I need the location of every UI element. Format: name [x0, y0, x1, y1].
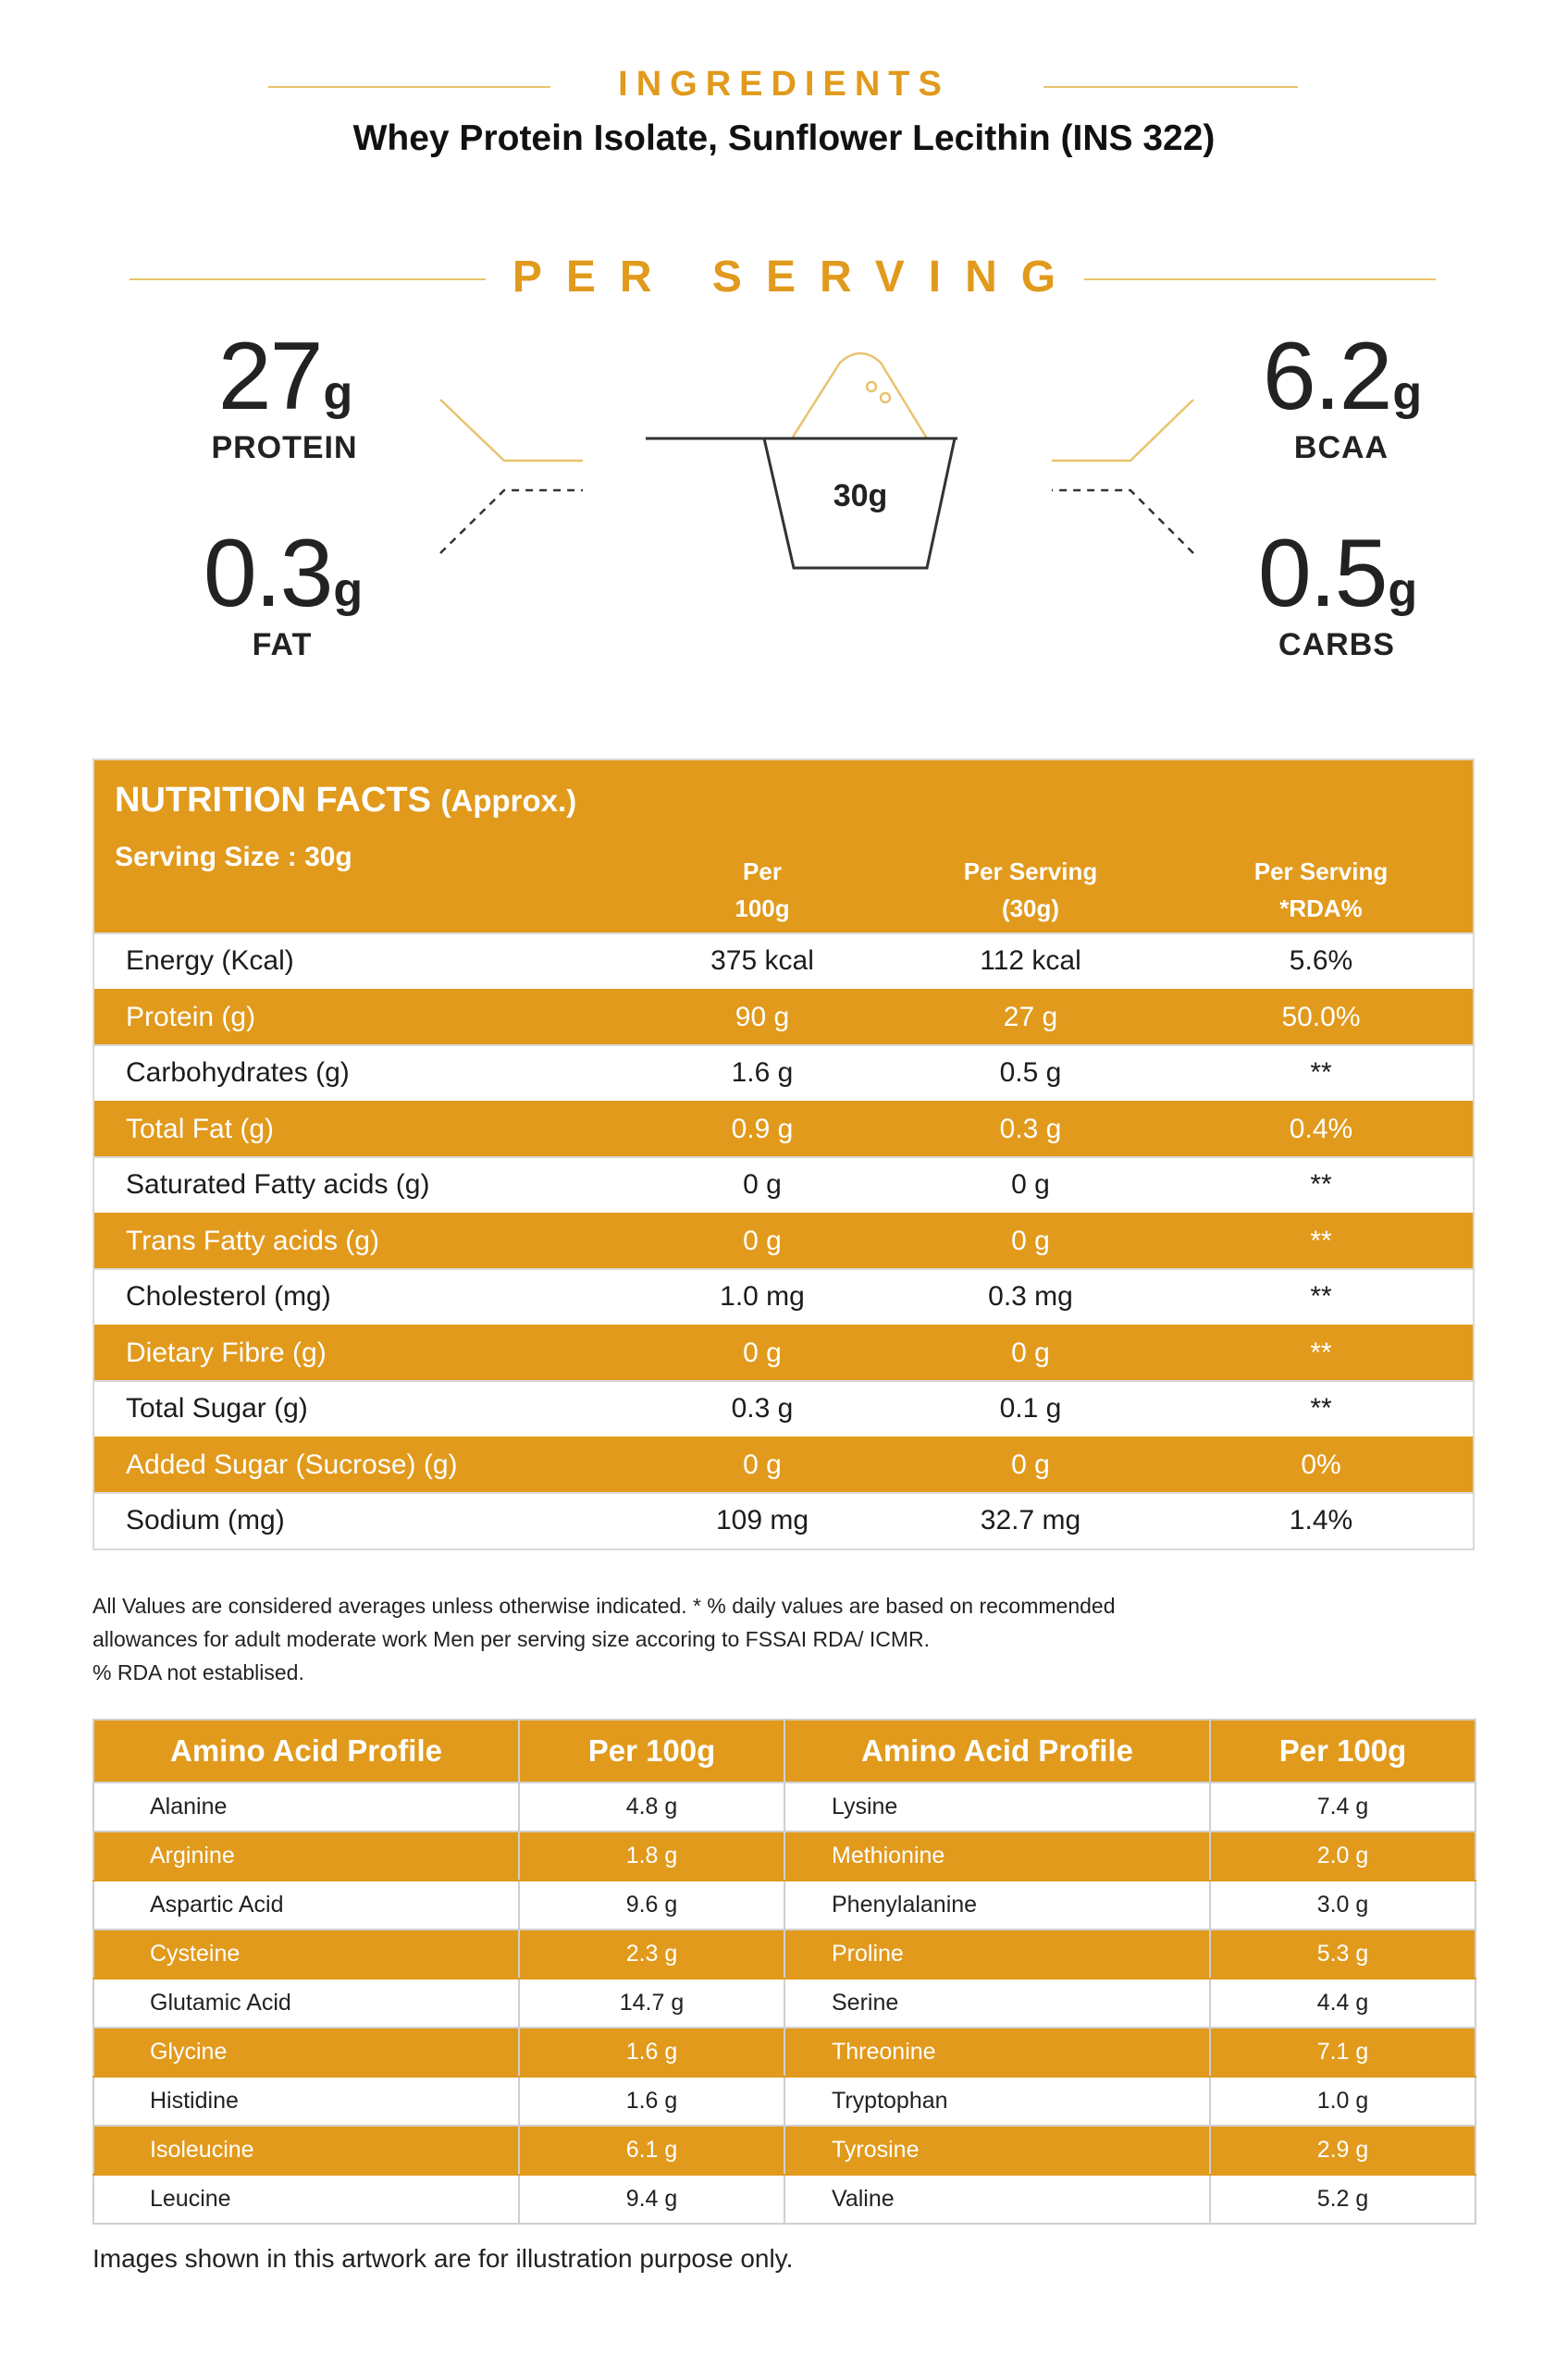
amino-value: 4.8 g [519, 1782, 784, 1832]
amino-name: Lysine [784, 1782, 1210, 1832]
nutrition-footnote: All Values are considered averages unless otherwise indicated. * % daily values are based on recommended allowances for adult moderate work Men per serving size accoring to FSSAI RDA/ ICMR. % RDA not establised. [93, 1594, 1116, 1684]
value-per-serving: 0 g [1011, 1449, 1050, 1480]
nutrition-row [94, 1156, 1473, 1213]
value-per-100g: 0 g [743, 1337, 782, 1368]
amino-name: Proline [784, 1930, 1210, 1979]
nutrition-row [94, 989, 1473, 1045]
connector-carbs [1052, 490, 1193, 553]
value-per-serving: 0 g [1011, 1169, 1050, 1201]
macro-protein-value: 27g [217, 323, 352, 430]
header-per-serving: Per Serving (30g) [963, 857, 1098, 922]
value-rda: ** [1310, 1393, 1332, 1424]
amino-name: Alanine [93, 1782, 519, 1832]
nutrition-row [94, 1380, 1473, 1437]
amino-row [93, 1930, 1475, 1979]
amino-header-name: Amino Acid Profile [93, 1720, 519, 1782]
amino-value: 1.6 g [519, 2028, 784, 2077]
connector-protein [440, 400, 583, 461]
nutrient-name: Energy (Kcal) [126, 945, 294, 977]
amino-name: Histidine [93, 2077, 519, 2126]
amino-header-row [93, 1720, 1475, 1782]
value-per-100g: 109 mg [715, 1505, 809, 1536]
value-per-100g: 375 kcal [710, 945, 814, 977]
nutrition-row [94, 1492, 1473, 1548]
amino-value: 1.0 g [1210, 2077, 1475, 2126]
amino-name: Methionine [784, 1832, 1210, 1881]
powder-bubble-icon [867, 382, 876, 391]
amino-row [93, 1782, 1475, 1832]
amino-name: Glutamic Acid [93, 1979, 519, 2028]
amino-value: 9.6 g [519, 1881, 784, 1930]
amino-value: 14.7 g [519, 1979, 784, 2028]
nutrition-row [94, 932, 1473, 989]
nutrient-name: Trans Fatty acids (g) [126, 1225, 379, 1256]
amino-name: Leucine [93, 2175, 519, 2224]
ingredients-title: INGREDIENTS [618, 65, 950, 104]
powder-bubble-icon [881, 393, 890, 402]
nutrition-title: NUTRITION FACTS (Approx.) [115, 781, 577, 820]
nutrient-name: Added Sugar (Sucrose) (g) [126, 1449, 458, 1480]
value-per-serving: 0.3 g [999, 1113, 1062, 1144]
value-per-serving: 27 g [1003, 1001, 1058, 1032]
nutrition-body [94, 932, 1473, 1548]
amino-acid-table [93, 1719, 1476, 2225]
value-per-100g: 0.3 g [731, 1393, 794, 1424]
amino-value: 7.1 g [1210, 2028, 1475, 2077]
macro-bcaa-value: 6.2g [1262, 323, 1421, 430]
serving-size: Serving Size : 30g [115, 842, 352, 872]
value-rda: 5.6% [1289, 945, 1353, 977]
amino-value: 5.3 g [1210, 1930, 1475, 1979]
value-rda: ** [1310, 1169, 1332, 1201]
amino-row [93, 1881, 1475, 1930]
value-per-serving: 0.1 g [999, 1393, 1062, 1424]
macro-carbs-value: 0.5g [1257, 520, 1416, 627]
amino-row [93, 2077, 1475, 2126]
macro-fat-value: 0.3g [203, 520, 362, 627]
amino-row [93, 2028, 1475, 2077]
value-per-100g: 0 g [743, 1449, 782, 1480]
nutrition-row [94, 1213, 1473, 1269]
value-per-100g: 0.9 g [731, 1113, 794, 1144]
nutrient-name: Cholesterol (mg) [126, 1281, 331, 1313]
amino-name: Serine [784, 1979, 1210, 2028]
nutrition-row [94, 1268, 1473, 1325]
nutrient-name: Total Sugar (g) [126, 1393, 308, 1424]
value-rda: 0.4% [1289, 1113, 1353, 1144]
amino-row [93, 2126, 1475, 2175]
nutrition-row [94, 1101, 1473, 1157]
value-per-serving: 112 kcal [980, 945, 1081, 977]
scoop-illustration [0, 0, 1568, 703]
per-serving-title: PER SERVING [512, 253, 1080, 302]
amino-header-name: Amino Acid Profile [784, 1720, 1210, 1782]
value-per-serving: 0.3 mg [988, 1281, 1073, 1313]
amino-name: Cysteine [93, 1930, 519, 1979]
nutrient-name: Carbohydrates (g) [126, 1057, 350, 1089]
header-per-100g: Per 100g [735, 857, 790, 922]
value-rda: 50.0% [1281, 1001, 1361, 1032]
value-per-serving: 32.7 mg [980, 1505, 1081, 1536]
value-per-serving: 0.5 g [999, 1057, 1062, 1089]
amino-name: Arginine [93, 1832, 519, 1881]
amino-value: 1.8 g [519, 1832, 784, 1881]
amino-value: 4.4 g [1210, 1979, 1475, 2028]
value-per-100g: 1.0 mg [720, 1281, 805, 1313]
value-per-100g: 90 g [735, 1001, 790, 1032]
value-per-serving: 0 g [1011, 1337, 1050, 1368]
amino-value: 9.4 g [519, 2175, 784, 2224]
value-per-100g: 1.6 g [731, 1057, 794, 1089]
amino-value: 1.6 g [519, 2077, 784, 2126]
value-per-serving: 0 g [1011, 1225, 1050, 1256]
amino-name: Phenylalanine [784, 1881, 1210, 1930]
amino-row [93, 2175, 1475, 2224]
amino-name: Tryptophan [784, 2077, 1210, 2126]
nutrient-name: Sodium (mg) [126, 1505, 285, 1536]
value-rda: 1.4% [1289, 1505, 1353, 1536]
header-rda: Per Serving *RDA% [1253, 857, 1389, 922]
amino-name: Glycine [93, 2028, 519, 2077]
value-per-100g: 0 g [743, 1225, 782, 1256]
disclaimer: Images shown in this artwork are for illustration purpose only. [93, 2244, 794, 2273]
value-rda: ** [1310, 1057, 1332, 1089]
macro-protein-label: PROTEIN [211, 430, 358, 465]
amino-name: Valine [784, 2175, 1210, 2224]
macro-carbs-label: CARBS [1278, 627, 1395, 662]
amino-value: 2.3 g [519, 1930, 784, 1979]
amino-name: Tyrosine [784, 2126, 1210, 2175]
value-rda: 0% [1301, 1449, 1341, 1480]
amino-header-value: Per 100g [519, 1720, 784, 1782]
nutrient-name: Dietary Fibre (g) [126, 1337, 327, 1368]
nutrition-facts-table [93, 758, 1475, 1550]
amino-value: 7.4 g [1210, 1782, 1475, 1832]
amino-value: 2.9 g [1210, 2126, 1475, 2175]
amino-row [93, 1832, 1475, 1881]
value-rda: ** [1310, 1337, 1332, 1368]
connector-lines [440, 400, 1193, 553]
macro-bcaa-label: BCAA [1293, 430, 1389, 465]
nutrition-row [94, 1325, 1473, 1381]
macro-fat-label: FAT [252, 627, 313, 662]
nutrition-row [94, 1437, 1473, 1493]
amino-value: 6.1 g [519, 2126, 784, 2175]
nutrient-name: Total Fat (g) [126, 1113, 275, 1144]
value-rda: ** [1310, 1225, 1332, 1256]
connector-bcaa [1052, 400, 1193, 461]
powder-mound-icon [792, 353, 927, 438]
amino-body [93, 1782, 1475, 2224]
connector-fat [440, 490, 583, 553]
value-per-100g: 0 g [743, 1169, 782, 1201]
scoop-label: 30g [833, 478, 888, 513]
nutrient-name: Protein (g) [126, 1001, 256, 1032]
nutrition-row [94, 1044, 1473, 1101]
amino-name: Threonine [784, 2028, 1210, 2077]
amino-header-value: Per 100g [1210, 1720, 1475, 1782]
nutrient-name: Saturated Fatty acids (g) [126, 1169, 430, 1201]
amino-name: Aspartic Acid [93, 1881, 519, 1930]
amino-value: 5.2 g [1210, 2175, 1475, 2224]
amino-name: Isoleucine [93, 2126, 519, 2175]
amino-row [93, 1979, 1475, 2028]
amino-value: 3.0 g [1210, 1881, 1475, 1930]
amino-value: 2.0 g [1210, 1832, 1475, 1881]
nutrition-header [94, 760, 1473, 932]
ingredients-text: Whey Protein Isolate, Sunflower Lecithin (INS 322) [352, 118, 1216, 158]
value-rda: ** [1310, 1281, 1332, 1313]
